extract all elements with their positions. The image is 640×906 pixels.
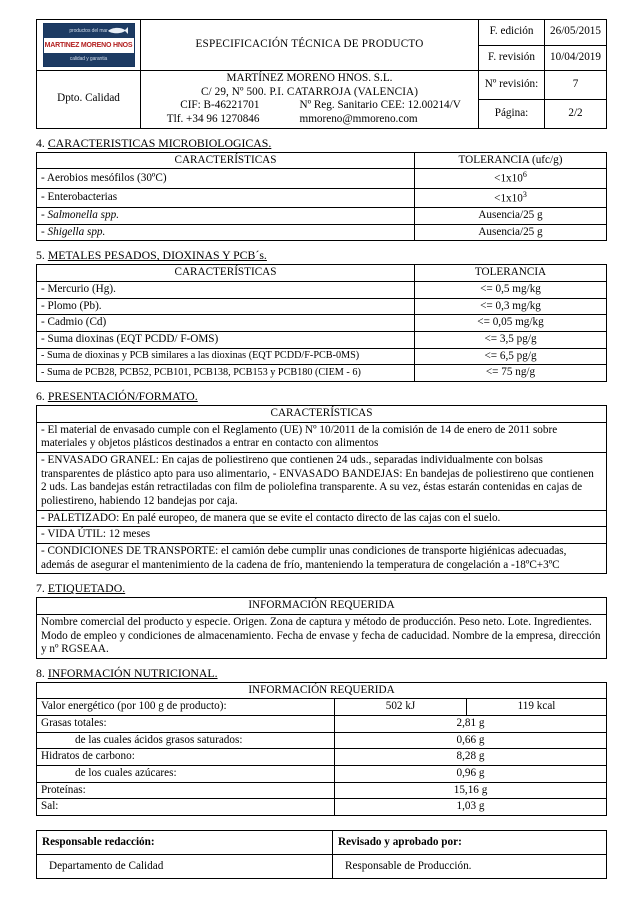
section-8-title: INFORMACIÓN NUTRICIONAL. [47, 665, 218, 680]
logo-tagline-top: productos del mar [69, 28, 108, 34]
nutrition-value-kcal: 119 kcal [467, 699, 607, 716]
company-email: mmoreno@mmoreno.com [299, 112, 418, 125]
footer-spacer [36, 816, 607, 830]
nutrition-name-5: Sal: [37, 799, 335, 816]
header-row-dpto [37, 71, 607, 100]
document-sheet [36, 19, 607, 879]
table-row [37, 799, 607, 816]
presentation-format-table [36, 405, 607, 574]
micro-value-exp-0: 6 [522, 170, 527, 180]
table-row [37, 365, 607, 382]
table-row [37, 782, 607, 799]
table-row [37, 716, 607, 733]
signoff-table [36, 830, 607, 879]
metal-value-2: <= 0,05 mg/kg [415, 315, 607, 332]
table-row [37, 224, 607, 241]
micro-value-exp-1: 3 [522, 189, 527, 199]
meta-value-pagina: 2/2 [545, 99, 607, 128]
metal-name-1: - Plomo (Pb). [37, 298, 415, 315]
micro-value-base-1: <1x10 [494, 192, 523, 205]
company-phone: Tlf. +34 96 1270846 [166, 112, 260, 125]
col-header-tolerancia: TOLERANCIA [415, 265, 607, 282]
nutrition-name-2: Hidratos de carbono: [37, 749, 335, 766]
section-4-heading [36, 136, 607, 151]
section-6-number: 6. [36, 388, 45, 403]
presentation-item-1: - ENVASADO GRANEL: En cajas de poliestireno que contienen 24 uds., separadas individualmente con bolsas transparentes de plástico apto para uso alimentario, - ENVASADO BANDEJAS: En bandejas de poliestireno que contienen 2 uds. Las bandejas están retractiladas con film de poliolefina transparente. A su vez, éstas estarán contenidas en cajas de poliestireno, habiendo 12 bandejas por caja. [37, 452, 607, 510]
company-address: C/ 29, Nº 500. P.I. CATARROJA (VALENCIA) [200, 85, 419, 98]
table-row [37, 855, 607, 879]
metal-value-0: <= 0,5 mg/kg [415, 282, 607, 299]
section-4-title: CARACTERISTICAS MICROBIOLOGICAS. [47, 135, 272, 150]
table-row [37, 749, 607, 766]
table-row [37, 332, 607, 349]
micro-name-3: - Shigella spp. [37, 224, 415, 241]
signoff-value-approver: Responsable de Producción. [333, 855, 607, 879]
table-row [37, 348, 607, 365]
presentation-item-0: - El material de envasado cumple con el Reglamento (UE) Nº 10/2011 de la comisión de 14 de enero de 2011 sobre materiales y objetos plásticos destinados a entrar en contacto con alimentos [37, 422, 607, 452]
metal-value-5: <= 75 ng/g [415, 365, 607, 382]
nutrition-value-5: 1,03 g [335, 799, 607, 816]
metal-value-1: <= 0,3 mg/kg [415, 298, 607, 315]
nutrition-value-4: 15,16 g [335, 782, 607, 799]
nutrition-name-3: de los cuales azúcares: [37, 766, 335, 783]
table-row [37, 422, 607, 452]
metal-name-5: - Suma de PCB28, PCB52, PCB101, PCB138, PCB153 y PCB180 (CIEM - 6) [37, 365, 415, 382]
nutrition-value-3: 0,96 g [335, 766, 607, 783]
meta-label-edicion: F. edición [479, 20, 545, 46]
metal-name-2: - Cadmio (Cd) [37, 315, 415, 332]
labeling-table [36, 597, 607, 659]
meta-label-pagina: Página: [479, 99, 545, 128]
micro-value-2: Ausencia/25 g [415, 208, 607, 225]
table-row [37, 614, 607, 658]
section-7-number: 7. [36, 581, 45, 596]
section-7-title: ETIQUETADO. [47, 581, 126, 596]
table-header-row [37, 831, 607, 855]
micro-name-0: - Aerobios mesófilos (30ºC) [37, 169, 415, 188]
signoff-label-author: Responsable redacción: [37, 831, 333, 855]
department-label: Dpto. Calidad [37, 71, 141, 129]
metal-value-4: <= 6,5 pg/g [415, 348, 607, 365]
col-header-caracteristicas: CARACTERÍSTICAS [37, 152, 415, 169]
presentation-item-3: - VIDA ÚTIL: 12 meses [37, 527, 607, 544]
company-info [141, 71, 479, 129]
logo-brand-text: MARTINEZ MORENO HNOS [44, 38, 134, 53]
logo-cell [37, 20, 141, 71]
company-logo [43, 23, 135, 67]
table-row [37, 282, 607, 299]
col-header-caracteristicas: CARACTERÍSTICAS [37, 405, 607, 422]
meta-value-revision-fecha: 10/04/2019 [545, 45, 607, 71]
section-8-heading [36, 666, 607, 681]
table-header-row [37, 682, 607, 699]
table-row [37, 298, 607, 315]
company-sanitary-reg: Nº Reg. Sanitario CEE: 12.00214/V [299, 99, 461, 112]
section-5-heading [36, 248, 607, 263]
nutrition-name-4: Proteínas: [37, 782, 335, 799]
metal-name-3: - Suma dioxinas (EQT PCDD/ F-OMS) [37, 332, 415, 349]
nutrition-value-2: 8,28 g [335, 749, 607, 766]
labeling-body: Nombre comercial del producto y especie. Origen. Zona de captura y método de producción. Peso neto. Lote. Ingredientes. Modo de empleo y condiciones de almacenamiento. Fecha de envase y fecha de caducidad. Nombre de la empresa, dirección y nº RGSEAA. [37, 614, 607, 658]
table-row [37, 315, 607, 332]
table-row [37, 510, 607, 527]
table-row [37, 452, 607, 510]
meta-label-revision-fecha: F. revisión [479, 45, 545, 71]
table-row [37, 188, 607, 207]
table-row [37, 527, 607, 544]
nutrition-value-0: 2,81 g [335, 716, 607, 733]
table-row [37, 208, 607, 225]
micro-value-0 [415, 169, 607, 188]
table-row [37, 732, 607, 749]
table-row [37, 169, 607, 188]
table-header-row [37, 405, 607, 422]
micro-value-1 [415, 188, 607, 207]
meta-value-revision-num: 7 [545, 71, 607, 100]
micro-name-1: - Enterobacterias [37, 188, 415, 207]
section-6-heading [36, 389, 607, 404]
table-header-row [37, 152, 607, 169]
header-row-title [37, 20, 607, 46]
col-header-informacion-requerida: INFORMACIÓN REQUERIDA [37, 598, 607, 615]
nutrition-value-kj: 502 kJ [335, 699, 467, 716]
document-title: ESPECIFICACIÓN TÉCNICA DE PRODUCTO [141, 20, 479, 71]
presentation-item-2: - PALETIZADO: En palé europeo, de manera que se evite el contacto directo de las cajas con el suelo. [37, 510, 607, 527]
document-header-table [36, 19, 607, 129]
nutrition-value-1: 0,66 g [335, 732, 607, 749]
nutrition-name-0: Grasas totales: [37, 716, 335, 733]
microbiological-table [36, 152, 607, 242]
signoff-value-author: Departamento de Calidad [37, 855, 333, 879]
fish-icon [107, 26, 129, 35]
table-header-row [37, 598, 607, 615]
micro-value-base-0: <1x10 [494, 173, 523, 186]
col-header-caracteristicas: CARACTERÍSTICAS [37, 265, 415, 282]
nutrition-name-energy: Valor energético (por 100 g de producto): [37, 699, 335, 716]
nutritional-information-table [36, 682, 607, 816]
section-7-heading [36, 581, 607, 596]
company-name: MARTÍNEZ MORENO HNOS. S.L. [226, 72, 393, 84]
micro-value-3: Ausencia/25 g [415, 224, 607, 241]
metal-value-3: <= 3,5 pg/g [415, 332, 607, 349]
company-cif: CIF: B-46221701 [180, 99, 260, 112]
nutrition-name-1: de las cuales ácidos grasos saturados: [37, 732, 335, 749]
table-row [37, 543, 607, 573]
section-8-number: 8. [36, 665, 45, 680]
metal-name-4: - Suma de dioxinas y PCB similares a las dioxinas (EQT PCDD/F-PCB-0MS) [37, 348, 415, 365]
section-5-title: METALES PESADOS, DIOXINAS Y PCB´s. [47, 248, 267, 263]
metal-name-0: - Mercurio (Hg). [37, 282, 415, 299]
col-header-tolerancia: TOLERANCIA (ufc/g) [415, 152, 607, 169]
meta-label-revision-num: Nº revisión: [479, 71, 545, 100]
table-row [37, 699, 607, 716]
meta-value-edicion: 26/05/2015 [545, 20, 607, 46]
section-5-number: 5. [36, 248, 45, 263]
signoff-label-approver: Revisado y aprobado por: [333, 831, 607, 855]
col-header-informacion-requerida: INFORMACIÓN REQUERIDA [37, 682, 607, 699]
table-header-row [37, 265, 607, 282]
presentation-item-4: - CONDICIONES DE TRANSPORTE: el camión debe cumplir unas condiciones de transporte higiénicas adecuadas, además de asegurar el mantenimiento de la cadena de frío, manteniendo la temperatura de congelación a -18ºC+3ºC [37, 543, 607, 573]
heavy-metals-table [36, 264, 607, 382]
logo-tagline-bottom: calidad y garantia [69, 56, 108, 62]
section-6-title: PRESENTACIÓN/FORMATO. [47, 388, 198, 403]
table-row [37, 766, 607, 783]
micro-name-2: - Salmonella spp. [37, 208, 415, 225]
section-4-number: 4. [36, 135, 45, 150]
